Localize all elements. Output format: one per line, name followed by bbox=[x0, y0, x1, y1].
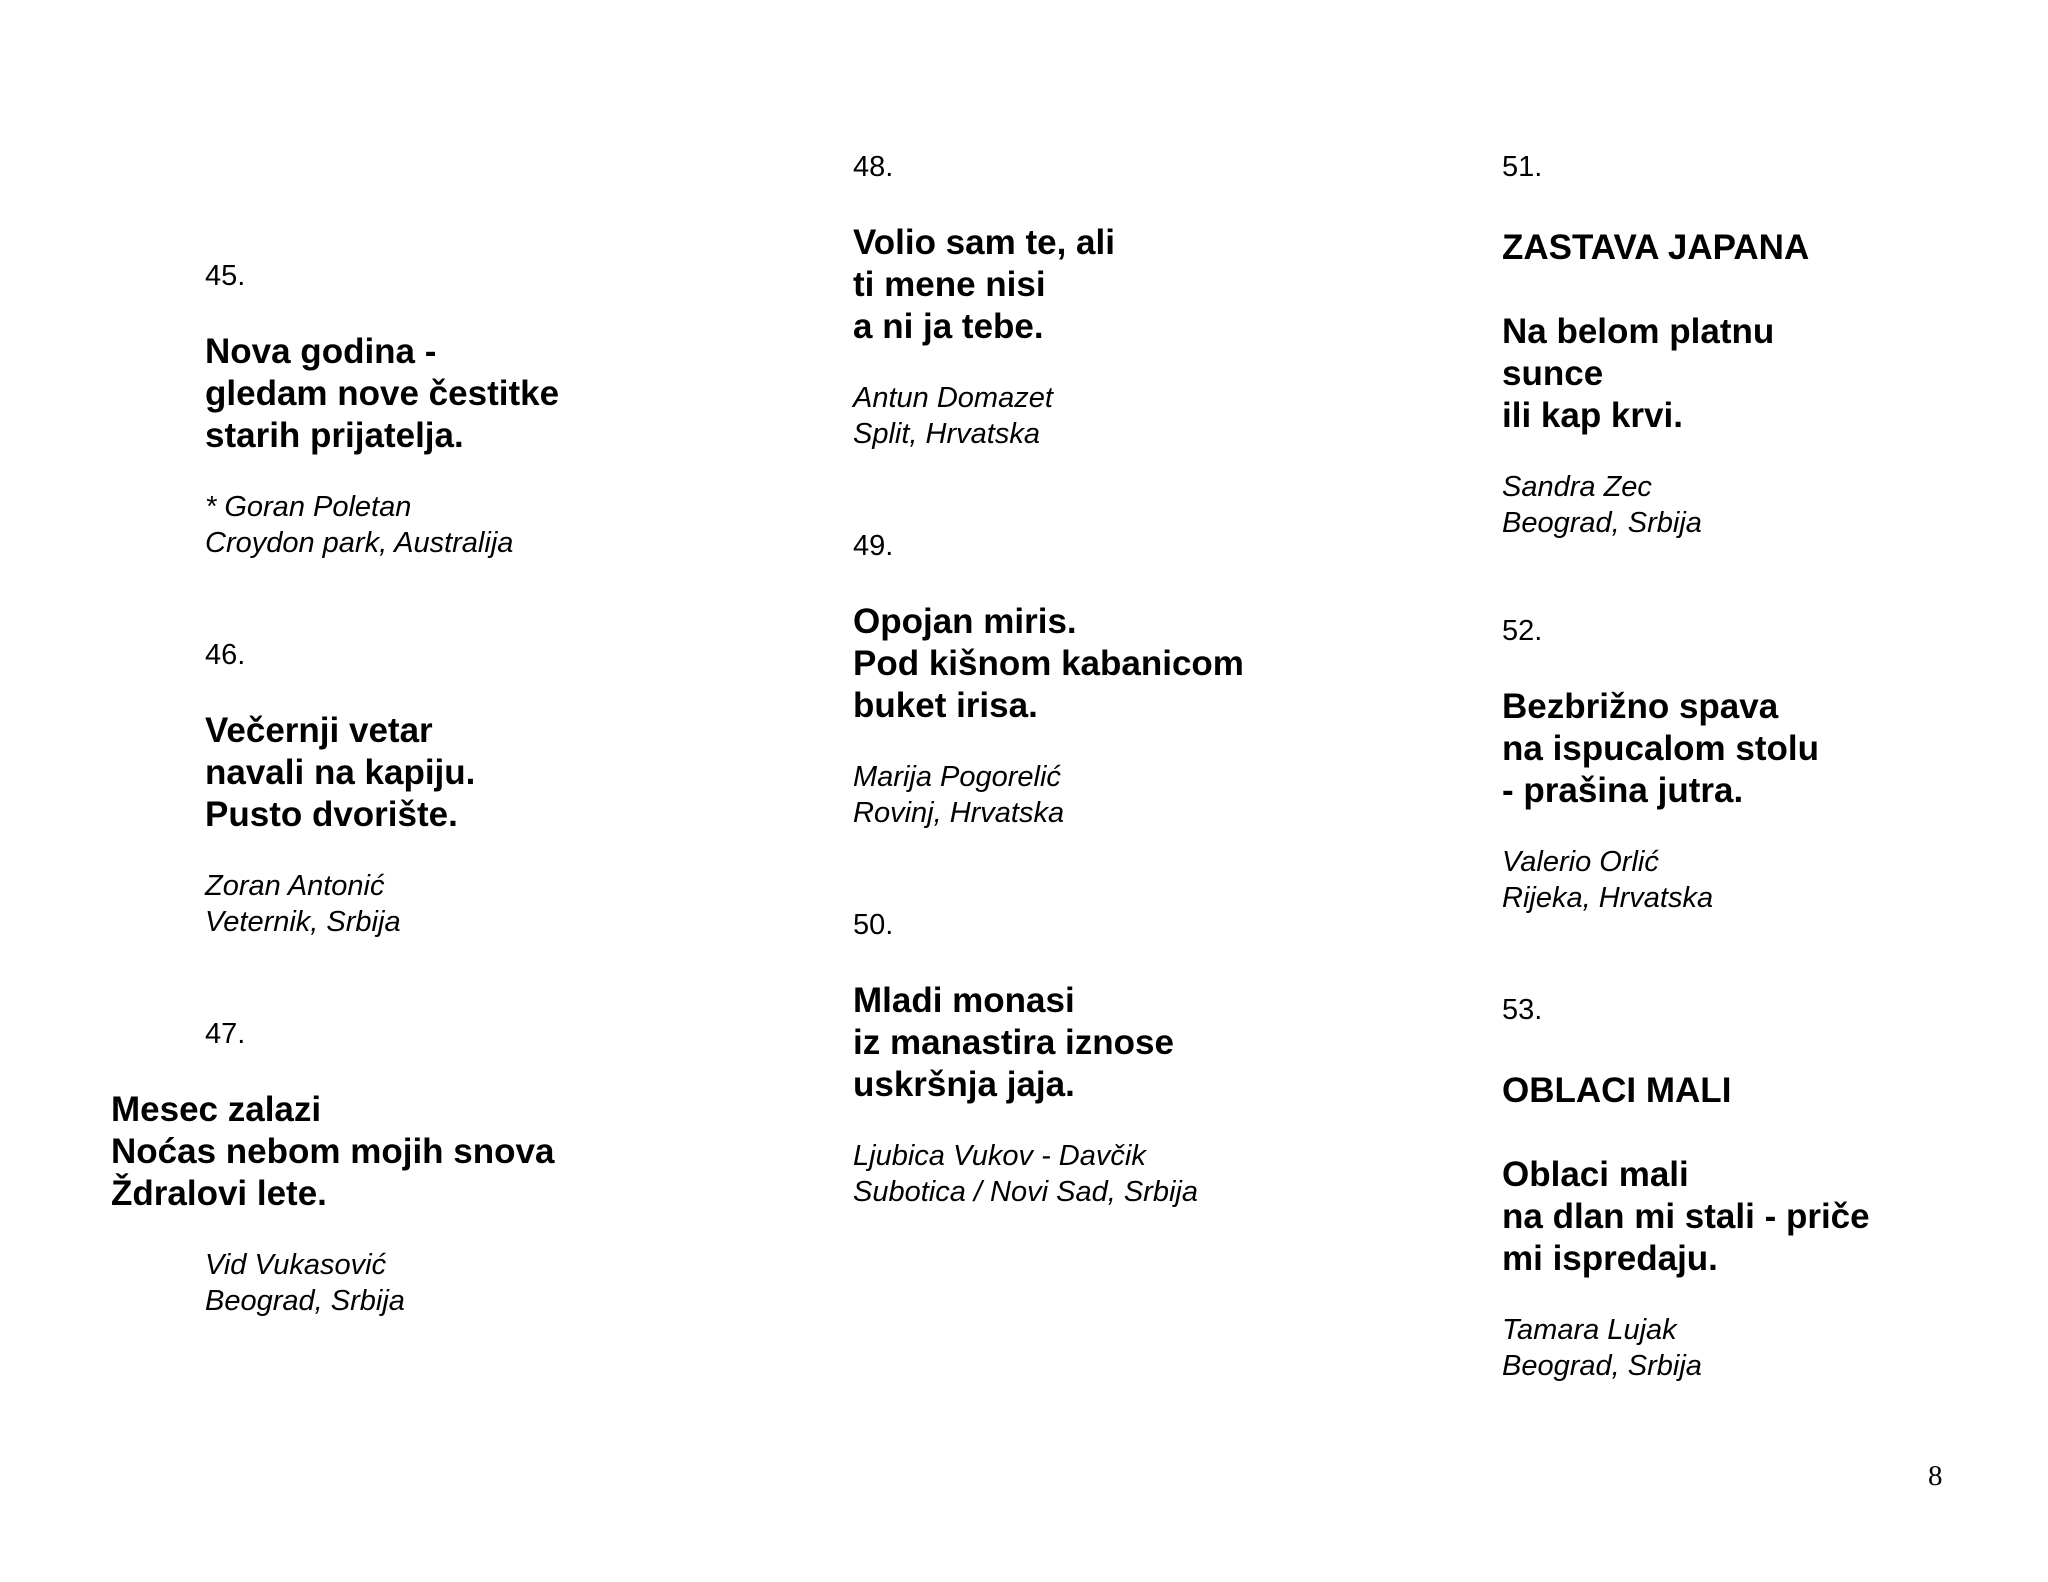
poem-line: sunce bbox=[1502, 354, 1604, 393]
author-name: Vid Vukasović bbox=[205, 1249, 387, 1281]
poem-title: ZASTAVA JAPANA bbox=[1502, 228, 1810, 267]
entry-number: 49. bbox=[853, 530, 894, 562]
poem-line: Večernji vetar bbox=[205, 711, 433, 750]
poem-line: ti mene nisi bbox=[853, 265, 1046, 304]
entry-number: 48. bbox=[853, 151, 894, 183]
poem-line: mi ispredaju. bbox=[1502, 1239, 1718, 1278]
author-place: Beograd, Srbija bbox=[205, 1285, 405, 1317]
poem-line: na dlan mi stali - priče bbox=[1502, 1197, 1870, 1236]
entry-number: 46. bbox=[205, 639, 246, 671]
entry-number: 45. bbox=[205, 260, 246, 292]
haiku-entry-46 bbox=[205, 637, 475, 940]
author-place: Beograd, Srbija bbox=[1502, 507, 1702, 539]
poem-text bbox=[853, 980, 1198, 1106]
poem-text bbox=[853, 222, 1115, 348]
author-name: Ljubica Vukov - Davčik bbox=[853, 1140, 1146, 1172]
haiku-entry-53 bbox=[1502, 992, 1870, 1384]
author-place: Subotica / Novi Sad, Srbija bbox=[853, 1176, 1198, 1208]
author-info bbox=[1502, 844, 1819, 916]
poem-text bbox=[1502, 1154, 1870, 1280]
poem-text bbox=[205, 710, 475, 836]
haiku-entry-48 bbox=[853, 149, 1115, 452]
author-name: * Goran Poletan bbox=[205, 491, 412, 523]
poem-text bbox=[205, 331, 559, 457]
poem-line: iz manastira iznose bbox=[853, 1023, 1174, 1062]
author-info bbox=[205, 868, 475, 940]
poem-line: Mladi monasi bbox=[853, 981, 1075, 1020]
haiku-entry-49 bbox=[853, 528, 1244, 831]
poem-text bbox=[1502, 311, 1809, 437]
author-info bbox=[853, 759, 1244, 831]
poem-line: Pusto dvorište. bbox=[205, 795, 458, 834]
poem-text bbox=[111, 1089, 554, 1215]
poem-text bbox=[1502, 686, 1819, 812]
author-place: Veternik, Srbija bbox=[205, 906, 401, 938]
author-name: Tamara Lujak bbox=[1502, 1314, 1677, 1346]
haiku-entry-51 bbox=[1502, 149, 1809, 541]
poem-line: a ni ja tebe. bbox=[853, 307, 1044, 346]
entry-number: 52. bbox=[1502, 615, 1543, 647]
author-name: Marija Pogorelić bbox=[853, 761, 1061, 793]
poem-line: Mesec zalazi bbox=[111, 1090, 322, 1129]
author-name: Sandra Zec bbox=[1502, 471, 1652, 503]
author-info bbox=[853, 1138, 1198, 1210]
poem-line: starih prijatelja. bbox=[205, 416, 464, 455]
author-info bbox=[205, 489, 559, 561]
poem-line: na ispucalom stolu bbox=[1502, 729, 1819, 768]
poem-text bbox=[853, 601, 1244, 727]
poem-line: Opojan miris. bbox=[853, 602, 1077, 641]
poem-title: OBLACI MALI bbox=[1502, 1071, 1732, 1110]
author-name: Zoran Antonić bbox=[205, 870, 385, 902]
author-name: Valerio Orlić bbox=[1502, 846, 1659, 878]
author-place: Croydon park, Australija bbox=[205, 527, 514, 559]
poem-line: Oblaci mali bbox=[1502, 1155, 1689, 1194]
haiku-entry-50 bbox=[853, 907, 1198, 1210]
entry-number: 47. bbox=[205, 1018, 246, 1050]
poem-line: uskršnja jaja. bbox=[853, 1065, 1075, 1104]
poem-line: gledam nove čestitke bbox=[205, 374, 560, 413]
poem-line: Na belom platnu bbox=[1502, 312, 1775, 351]
entry-number: 50. bbox=[853, 909, 894, 941]
haiku-entry-47 bbox=[111, 1016, 555, 1319]
poem-line: Nova godina - bbox=[205, 332, 437, 371]
entry-number: 53. bbox=[1502, 994, 1543, 1026]
poem-line: Noćas nebom mojih snova bbox=[111, 1132, 555, 1171]
poem-line: navali na kapiju. bbox=[205, 753, 476, 792]
page-number: 8 bbox=[1928, 1460, 1943, 1492]
author-name: Antun Domazet bbox=[853, 382, 1053, 414]
author-info bbox=[1502, 469, 1809, 541]
haiku-entry-45 bbox=[205, 258, 559, 561]
author-place: Split, Hrvatska bbox=[853, 418, 1040, 450]
author-info bbox=[853, 380, 1115, 452]
poem-line: Ždralovi lete. bbox=[111, 1174, 327, 1213]
author-place: Rijeka, Hrvatska bbox=[1502, 882, 1714, 914]
entry-number: 51. bbox=[1502, 151, 1543, 183]
author-info bbox=[205, 1247, 554, 1319]
author-place: Rovinj, Hrvatska bbox=[853, 797, 1065, 829]
poem-line: Volio sam te, ali bbox=[853, 223, 1115, 262]
author-info bbox=[1502, 1312, 1870, 1384]
poem-line: Bezbrižno spava bbox=[1502, 687, 1779, 726]
author-place: Beograd, Srbija bbox=[1502, 1350, 1702, 1382]
poem-line: ili kap krvi. bbox=[1502, 396, 1683, 435]
poem-line: buket irisa. bbox=[853, 686, 1038, 725]
poem-line: Pod kišnom kabanicom bbox=[853, 644, 1244, 683]
haiku-entry-52 bbox=[1502, 613, 1819, 916]
poem-line: - prašina jutra. bbox=[1502, 771, 1744, 810]
